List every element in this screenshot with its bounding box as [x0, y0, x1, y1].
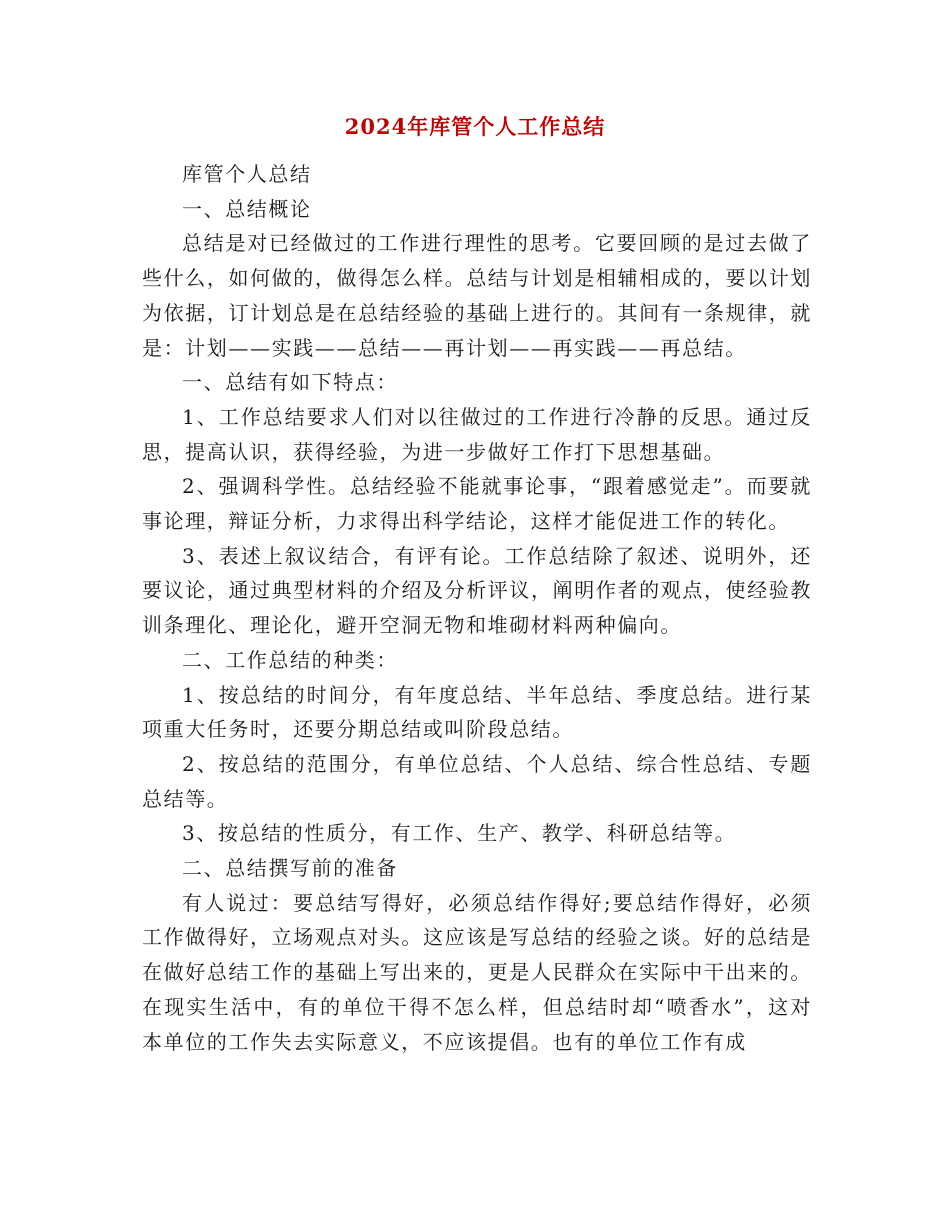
paragraph: 1、按总结的时间分，有年度总结、半年总结、季度总结。进行某项重大任务时，还要分期总结或叫阶段总结。	[142, 682, 812, 742]
section-heading: 一、总结概论	[182, 196, 312, 221]
section-heading: 二、总结撰写前的准备	[182, 856, 398, 881]
document-title: 2024年库管个人工作总结	[344, 114, 606, 139]
paragraph: 有人说过：要总结写得好，必须总结作得好;要总结作得好，必须工作做得好，立场观点对头。这应该是写总结的经验之谈。好的总结是在做好总结工作的基础上写出来的，更是人民群众在实际中干出来的。在现实生活中，有的单位干得不怎么样，但总结时却“喷香水”，这对本单位的工作失去实际意义，不应该提倡。也有的单位工作有成	[142, 890, 812, 1054]
section-heading: 二、工作总结的种类：	[182, 647, 398, 672]
section-heading: 一、总结有如下特点：	[182, 370, 398, 395]
paragraph: 2、强调科学性。总结经验不能就事论事，“跟着感觉走”。而要就事论理，辩证分析，力求得出科学结论，这样才能促进工作的转化。	[142, 474, 812, 534]
paragraph: 2、按总结的范围分，有单位总结、个人总结、综合性总结、专题总结等。	[142, 751, 812, 811]
paragraph: 3、按总结的性质分，有工作、生产、教学、科研总结等。	[182, 821, 737, 846]
paragraph: 1、工作总结要求人们对以往做过的工作进行冷静的反思。通过反思，提高认识，获得经验，为进一步做好工作打下思想基础。	[142, 404, 812, 464]
document-body	[142, 157, 812, 1059]
paragraph-heading: 库管个人总结	[182, 162, 312, 186]
paragraph: 总结是对已经做过的工作进行理性的思考。它要回顾的是过去做了些什么，如何做的，做得怎么样。总结与计划是相辅相成的，要以计划为依据，订计划总是在总结经验的基础上进行的。其间有一条规律，就是：计划——实践——总结——再计划——再实践——再总结。	[142, 231, 812, 360]
paragraph: 3、表述上叙议结合，有评有论。工作总结除了叙述、说明外，还要议论，通过典型材料的介绍及分析评议，阐明作者的观点，使经验教训条理化、理论化，避开空洞无物和堆砌材料两种偏向。	[142, 543, 812, 638]
